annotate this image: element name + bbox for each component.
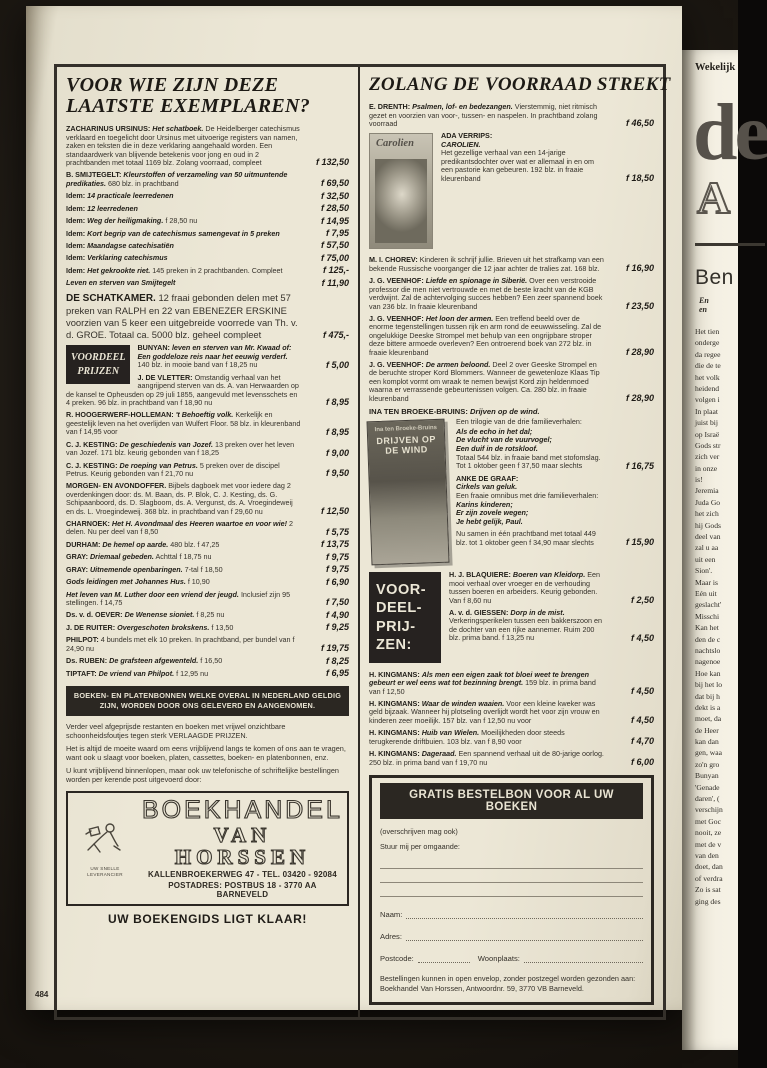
magazine-right-page xyxy=(682,50,767,1050)
entry-price: f 9,00 xyxy=(325,447,349,458)
entry-title: Liefde en spionage in Siberië. xyxy=(425,276,528,286)
ornamental-initial: A xyxy=(697,172,731,223)
catalog-entry xyxy=(66,591,349,608)
entry-title: Overgeschoten brokskens. xyxy=(117,622,210,632)
entry-author: Idem: xyxy=(66,253,86,263)
entry-price: f 16,90 xyxy=(625,263,654,274)
entry-title: Kort begrip van de catechismus samengevat in 5 preken xyxy=(87,228,280,238)
entry-author: H. J. BLAQUIERE: xyxy=(449,570,511,580)
entry-price: f 12,50 xyxy=(320,506,349,517)
voordeel-prijzen-label: VOOR- DEEL- PRIJ- ZEN: xyxy=(369,572,441,663)
entry-price: f 18,50 xyxy=(625,172,654,183)
right-catalog-list-b xyxy=(369,256,654,403)
catalog-entry xyxy=(66,267,349,275)
catalog-entry xyxy=(369,361,654,403)
entry-title: De vriend van Philpot. xyxy=(98,668,175,678)
trilogy-book-titles: Als de echo in het dal; De vlucht van de vuurvogel; Een duif in de rotskloof. xyxy=(456,426,552,453)
entry-price: f 2,50 xyxy=(630,594,654,605)
courier-mascot-illustration xyxy=(80,820,130,860)
entry-title: Verklaring catechismus xyxy=(87,253,168,263)
store-slogan: UW BOEKENGIDS LIGT KLAAR! xyxy=(108,912,307,927)
entry-description: Achttal f 18,75 nu xyxy=(155,552,212,562)
entry-title: Driemaal gebeden. xyxy=(89,552,154,562)
trilogy-section xyxy=(369,407,654,567)
catalog-entry xyxy=(369,750,654,767)
entry-price: f 125,- xyxy=(322,265,349,276)
entry-price: f 4,90 xyxy=(325,609,349,620)
entry-description: Inclusief zijn 95 stellingen. f 14,75 xyxy=(66,589,291,607)
trilogy-heading xyxy=(369,407,654,416)
entry-title: Het schatboek. xyxy=(152,124,204,134)
catalog-entry xyxy=(66,520,349,537)
entry-author: Ds. v. d. OEVER: xyxy=(66,610,123,620)
entry-author: J. DE RUITER: xyxy=(66,622,116,632)
right-column-heading: ZOLANG DE VOORRAAD STREKT xyxy=(369,74,671,95)
entry-author: Idem: xyxy=(66,203,86,213)
entry-description: f 16,50 xyxy=(200,656,223,666)
entry-price: f 9,75 xyxy=(325,551,349,562)
catalog-entry xyxy=(66,667,349,678)
anke-book-titles: Karins kinderen; Er zijn zovele wegen; Je hebt gelijk, Paul. xyxy=(456,500,529,526)
entry-price: f 6,95 xyxy=(325,667,349,678)
entry-title: Als men een eigen zaak tot bloei weet te brengen gebeurt er wel eens wat tot bezinning brengt. xyxy=(369,669,590,688)
entry-author: DE SCHATKAMER. xyxy=(66,292,156,304)
entry-price: f 8,95 xyxy=(325,426,349,437)
left-catalog-list xyxy=(66,125,349,678)
entry-title: De hemel op aarde. xyxy=(102,539,169,549)
voordeel-badge: VOORDEEL PRIJZEN xyxy=(66,345,130,384)
entry-description: f 8,25 nu xyxy=(196,610,225,620)
store-logo-box xyxy=(66,791,349,906)
entry-description: Een spannend verhaal uit de 80-jarige oorlog. 250 blz. in prima band van f 19,70 nu xyxy=(369,749,604,767)
catalog-entry xyxy=(66,279,349,287)
entry-author: BUNYAN: xyxy=(137,343,170,353)
entry-title: 12 leerredenen xyxy=(87,203,138,213)
entry-description: Omstandig verhaal van het aangrijpend sterven van ds. A. van Herwaarden op de kansel te Opheusden op 29 juli 1855, aangevuld met levensschets en 4 preken. 96 blz. in prachtband van f 18,90 nu xyxy=(66,372,299,407)
postcode-label: Postcode: xyxy=(380,953,414,963)
entry-title: Het loon der armen. xyxy=(425,313,494,323)
catalog-entry xyxy=(369,277,654,311)
catalog-entry xyxy=(369,571,654,605)
info-paragraph: Het is altijd de moeite waard om eens vrijblijvend langs te komen of ons aan te vragen, want ook u slaagt voor boeken, platen, cassettes, boeken- en platenbonnen, enz. xyxy=(66,743,346,762)
entry-title: Weg der heiligmaking. xyxy=(87,216,164,226)
entry-description: f 13,50 xyxy=(211,622,234,632)
entry-author: H. KINGMANS: xyxy=(369,728,420,738)
entry-price: f 9,75 xyxy=(325,564,349,575)
entry-description: De Heidelberger catechismus verklaard en toegelicht door Ursinus met uitvoerige registers van namen, zaken en teksten die in deze verklaring aangehaald worden. Een standaardwerk van blijvende betekenis voor jong en oud in 2 prachtbanden met totaal 1169 blz. Zolang voorraad, compleet xyxy=(66,124,300,168)
catalog-entry xyxy=(369,729,654,746)
entry-price: f 5,75 xyxy=(325,526,349,537)
entry-author: J. DE VLETTER: xyxy=(137,372,193,382)
catalog-entry xyxy=(66,553,349,561)
entry-title: 't Behoeftig volk. xyxy=(175,410,234,420)
entry-author: Idem: xyxy=(66,228,86,238)
entry-description: 7-tal f 18,50 xyxy=(184,564,223,574)
order-form xyxy=(369,775,654,1005)
entry-description: Vierstemmig, niet ritmisch gezet en voorzien van voor-, tussen- en naspelen. In prachtband zolang voorraad xyxy=(369,102,598,128)
entry-description: 5 preken over de discipel Petrus. Keurig gebonden van f 21,70 nu xyxy=(66,460,280,478)
entry-title: CAROLIEN. xyxy=(441,139,481,149)
entry-description: Bijbels dagboek met voor iedere dag 2 overdenkingen door: ds. M. Baan, ds. P. Blok, C. J. Kesting, ds. G. Schipaanboord, ds. D. Slagboom, ds. A. Vergunst, ds. A. Vroegindeweij en ds. L. Vroegindeweij. 368 blz. in prachtband van f 29,60 nu xyxy=(66,481,293,516)
catalog-entry xyxy=(369,418,654,471)
entry-title: Het H. Avondmaal des Heeren waartoe en voor wie! xyxy=(111,519,288,529)
entry-author: C. J. KESTING: xyxy=(66,439,118,449)
info-paragraph: U kunt vrijblijvend binnenlopen, maar ook uw telefonische of schriftelijke bestellingen worden per kerende post uitgevoerd door: xyxy=(66,766,339,785)
entry-description: 480 blz. f 47,25 xyxy=(170,539,220,549)
entry-price: f 28,90 xyxy=(625,393,654,404)
entry-price: f 4,50 xyxy=(630,632,654,643)
catalog-entry xyxy=(66,578,349,586)
entry-author: J. G. VEENHOF: xyxy=(369,313,424,323)
store-name-line1: BOEKHANDEL xyxy=(142,796,343,825)
city-label: Woonplaats: xyxy=(477,953,520,963)
catalog-entry xyxy=(66,611,349,619)
entry-price: f 4,70 xyxy=(630,736,654,747)
address-input-line xyxy=(406,931,643,941)
entry-description: Voor een kleine kweker was geld bijzaak. Wanneer hij plotseling overlijdt wordt het voor zijn vrouw en kinderen zeer moeilijk. 157 blz. van f 12,50 nu voor xyxy=(369,699,600,725)
voucher-banner: BOEKEN- EN PLATENBONNEN WELKE OVERAL IN NEDERLAND GELDIG ZIJN, WORDEN DOOR ONS GELEVERD EN AANGENOMEN. xyxy=(66,686,349,716)
catalog-entry xyxy=(66,254,349,262)
store-mascot xyxy=(76,820,134,878)
voordeel-section xyxy=(369,571,654,667)
entry-author: MORGEN- EN AVONDOFFER. xyxy=(66,481,167,491)
entry-price: f 15,90 xyxy=(625,537,654,548)
entry-author: J. G. VEENHOF: xyxy=(369,360,424,370)
entry-author: H. KINGMANS: xyxy=(369,669,420,679)
entry-author: ZACHARINUS URSINUS: xyxy=(66,124,151,134)
entry-title: De Wenense sioniet. xyxy=(124,610,195,620)
entry-description: Een treffend beeld over de enorme tegenstellingen tussen rijk en arm rond de eeuwwisseling. Zal de ongelukkige Deeske Strompel met behulp van een ongrijpbare stroper deze bittere armoede overleven? Een ontroerend boek van 272 blz. in fraaie kleurenband xyxy=(369,313,602,357)
entry-title: Drijven op de wind. xyxy=(470,407,540,417)
catalog-entry xyxy=(66,441,349,458)
drijven-cover-author: Ina ten Broeke-Bruins xyxy=(374,425,438,434)
entry-author: GRAY: xyxy=(66,552,88,562)
order-form-banner: GRATIS BESTELBON VOOR AL UW BOEKEN xyxy=(380,783,643,819)
catalog-entry xyxy=(66,205,349,213)
entry-author: H. KINGMANS: xyxy=(369,749,420,759)
entry-title: De geschiedenis van Jozef. xyxy=(119,439,214,449)
section-divider-rule xyxy=(695,243,765,246)
right-catalog-list-c xyxy=(369,671,654,767)
name-input-line xyxy=(406,909,643,919)
catalog-entry xyxy=(66,566,349,574)
advertisement-frame xyxy=(54,64,671,1020)
catalog-entry xyxy=(66,411,349,436)
entry-author: Idem: xyxy=(66,216,86,226)
entry-price: f 28,50 xyxy=(320,203,349,214)
catalog-entry xyxy=(369,256,654,273)
entry-title: Leven en sterven van Smijtegelt xyxy=(66,278,176,288)
entry-price: f 19,75 xyxy=(320,643,349,654)
order-write-line xyxy=(380,869,643,883)
magazine-left-page xyxy=(26,6,682,1010)
catalog-entry xyxy=(66,217,349,225)
entry-description: 159 blz. in prima band van f 12,50 xyxy=(369,678,596,696)
entry-description: 4 bundels met elk 10 preken. In prachtband, per bundel van f 24,90 nu xyxy=(66,635,295,653)
entry-author: ANKE DE GRAAF: xyxy=(456,473,519,483)
drijven-cover-title: DRIJVEN OP DE WIND xyxy=(376,434,437,457)
entry-title: leven en sterven van Mr. Kwaad of: Een goddeloze reis naar het eeuwig verderf. xyxy=(137,343,292,361)
entry-author: J. G. VEENHOF: xyxy=(369,276,424,286)
catalog-entry xyxy=(66,541,349,549)
order-write-line xyxy=(380,883,643,897)
entry-description: Nu samen in één prachtband met totaal 449 blz. tot 1 oktober geen f 34,90 maar slechts xyxy=(456,529,596,547)
entry-description: Een trilogie van de drie familieverhalen: xyxy=(456,417,582,427)
catalog-entry xyxy=(66,171,349,188)
entry-description: 13 preken over het leven van Jozef. 171 blz. keurig gebonden van f 18,25 xyxy=(66,439,295,458)
entry-description: f 10,90 xyxy=(187,577,210,587)
next-page-section-heading: Ben xyxy=(695,266,734,289)
catalog-entry xyxy=(369,315,654,357)
store-text xyxy=(142,798,343,899)
entry-price: f 4,50 xyxy=(630,715,654,726)
entry-title: Dorp in de mist. xyxy=(510,607,565,617)
entry-author: E. DRENTH: xyxy=(369,102,411,112)
entry-title: Het leven van M. Luther door een vriend der jeugd. xyxy=(66,589,239,599)
entry-price: f 32,50 xyxy=(320,190,349,201)
entry-price: f 13,75 xyxy=(320,539,349,550)
entry-description: Verkeringsperikelen tussen een bakkerszoon en de dochter van een rijke aannemer. Ruim 200 blz. prima band. f 13,25 nu xyxy=(449,616,603,643)
catalog-entry xyxy=(66,462,349,479)
entry-price: f 69,50 xyxy=(320,178,349,189)
left-column-heading: VOOR WIE ZIJN DEZE LAATSTE EXEMPLAREN? xyxy=(66,74,311,118)
entry-description: Kinderen ik schrijf jullie. Brieven uit het strafkamp van een bekende Russische voorganger die 12 jaar achter de tralies zat. 168 blz. xyxy=(369,255,604,273)
address-label: Adres: xyxy=(380,931,402,941)
entry-price: f 57,50 xyxy=(320,240,349,251)
entry-description: 680 blz. in prachtband xyxy=(107,178,179,188)
entry-price: f 46,50 xyxy=(625,118,654,129)
catalog-entry xyxy=(369,609,654,643)
entry-title: Waar de winden waaien. xyxy=(421,699,505,709)
entry-title: De roeping van Petrus. xyxy=(119,460,198,470)
entry-title: Huib van Wielen. xyxy=(421,728,480,738)
entry-price: f 9,25 xyxy=(325,622,349,633)
carolien-cover-title: Carolien xyxy=(376,138,414,150)
entry-description: Het gezellige verhaal van een 14-jarige predikantsdochter over wat er allemaal in en om een pastorie kan gebeuren. 192 blz. in fraaie kleurenband xyxy=(441,148,595,183)
entry-author: ADA VERRIPS: xyxy=(441,131,493,141)
catalog-entry xyxy=(66,242,349,250)
entry-description: 145 preken in 2 prachtbanden. Compleet xyxy=(152,265,283,275)
entry-price: f 16,75 xyxy=(625,460,654,471)
entry-description: 2 delen. Nu per deel van f 8,50 xyxy=(66,519,294,537)
entry-description: Moeilijkheden door steeds terugkerende driftbuien. 103 blz. van f 8,90 voor xyxy=(369,728,565,746)
entry-title: Uitnemende openbaringen. xyxy=(89,564,183,574)
city-input-line xyxy=(524,953,643,963)
store-name-line2: VAN HORSSEN xyxy=(174,823,311,870)
entry-title: Kleurstoffen of verzameling van 50 uitmuntende predikaties. xyxy=(66,170,288,188)
next-page-header-label: Wekelijk xyxy=(695,62,736,73)
entry-price: f 4,50 xyxy=(630,686,654,697)
catalog-entry xyxy=(66,624,349,632)
catalog-entry xyxy=(66,230,349,238)
entry-author: Idem: xyxy=(66,191,86,201)
catalog-entry xyxy=(369,530,654,547)
entry-price: f 132,50 xyxy=(315,157,349,168)
catalog-entry xyxy=(369,103,654,128)
catalog-entry xyxy=(369,475,654,527)
catalog-entry xyxy=(66,482,349,516)
entry-price: f 5,00 xyxy=(325,359,349,370)
carolien-section xyxy=(369,132,654,252)
postcode-input-line xyxy=(418,953,470,963)
left-column xyxy=(57,67,360,1017)
entry-title: Psalmen, lof- en bedezangen. xyxy=(412,102,513,112)
entry-description: f 28,50 nu xyxy=(165,216,198,226)
right-column xyxy=(360,67,671,1017)
entry-title: Boeren van Kleidorp. xyxy=(512,570,586,580)
entry-title: Cirkels van geluk. xyxy=(456,482,518,492)
entry-price: f 75,00 xyxy=(320,252,349,263)
order-write-line xyxy=(380,855,643,869)
store-address-line2: POSTADRES: POSTBUS 18 - 3770 AA BARNEVELD xyxy=(168,881,317,900)
entry-price: f 7,50 xyxy=(325,597,349,608)
entry-author: H. KINGMANS: xyxy=(369,699,420,709)
entry-author: Idem: xyxy=(66,241,86,251)
entry-title: De armen beloond. xyxy=(425,360,491,370)
address-field-row xyxy=(380,931,643,941)
catalog-entry xyxy=(66,636,349,653)
catalog-entry xyxy=(66,125,349,167)
postcode-city-field-row xyxy=(380,953,643,963)
catalog-entry xyxy=(369,671,654,696)
entry-description: Deel 2 over Geeske Strompel en de beruchte stroper Kord Blommers. Wanneer de gewetenloze Klaas Tip een komplot vormt om wraak te nemen bewijst Kord zijn heldenmoed waarna er verrassende gebeurtenissen volgen. Ca. 280 blz. in fraaie kleurenband xyxy=(369,360,600,403)
catalog-entry xyxy=(66,657,349,665)
page-number: 484 xyxy=(35,990,49,999)
entry-author: INA TEN BROEKE-BRUINS: xyxy=(369,407,468,417)
entry-author: DURHAM: xyxy=(66,539,101,549)
entry-author: C. J. KESTING: xyxy=(66,460,118,470)
entry-price: f 6,00 xyxy=(630,756,654,767)
next-page-body-text: Het tien onderge da regee die de te het volk heidend volgen i In plaat juist bij op Israë Gods str zich ver in onze is! Jeremia Juda Go het zich hij Gods deel van zal u aa uit een Sion'. Maar is Eén uit geslacht' Misschi Kan het den de c nachtslo nagenoe Hoe kan bij het lo dat bij h dekt is a moet, da de Heer kan dan gen, waa zo'n gro Bunyan 'Genade daren', ( verschijn met Goc nooit, ze met de v van den doet, dan of verdra Zo is sat ging des xyxy=(695,327,723,906)
catalog-entry xyxy=(369,700,654,725)
store-address-line1: KALLENBROEKERWEG 47 - TEL. 03420 - 92084 xyxy=(148,870,337,880)
entry-title: 14 practicale leerredenen xyxy=(87,191,174,201)
info-paragraph: Verder veel afgeprijsde restanten en boeken met vrijwel onzichtbare schoonheidsfoutjes tegen sterk VERLAAGDE PRIJZEN. xyxy=(66,721,286,740)
entry-title: Gods leidingen met Johannes Hus. xyxy=(66,577,186,587)
entry-description: Een fraaie omnibus met drie familieverhalen: xyxy=(456,490,599,500)
right-catalog-list-a xyxy=(369,103,654,128)
catalog-entry xyxy=(66,292,349,341)
catalog-entry xyxy=(66,192,349,200)
name-label: Naam: xyxy=(380,909,403,919)
entry-title: Het gekrookte riet. xyxy=(87,265,151,275)
entry-description: f 12,95 nu xyxy=(176,668,209,678)
entry-description: Een mooi verhaal over vroeger en de verhouding tussen boeren en arbeiders. Keurig gebonden. Van f 8,60 nu xyxy=(449,570,600,605)
next-page-masthead: de xyxy=(693,89,767,177)
entry-author: M. I. CHOREV: xyxy=(369,255,418,265)
entry-price: f 9,50 xyxy=(325,468,349,479)
entry-price: f 8,95 xyxy=(325,397,349,408)
order-form-note: (overschrijven mag ook) xyxy=(380,826,458,836)
entry-description: Over een verstrooide professor die men niet vertrouwde en met de beste kracht van de KGB verdwijnt. Zal de achtervolging succes hebben? Een zeer spannend boek van 236 blz. In fraaie kleurenband xyxy=(369,276,603,311)
entry-title: De grafsteen afgewenteld. xyxy=(109,656,199,666)
order-form-footer: Bestellingen kunnen in open envelop, zonder postzegel worden gezonden aan: Boekhandel Van Horssen, Antwoordnr. 59, 3770 VB Barneveld. xyxy=(380,973,636,993)
mascot-caption: UW SNELLE LEVERANCIER xyxy=(87,865,123,877)
name-field-row xyxy=(380,909,643,919)
entry-title: Dageraad. xyxy=(421,749,457,759)
entry-description: 12 fraai gebonden delen met 57 preken van RALPH en 22 van EBENEZER ERSKINE voorzien van 5 keer een uitgebreide voorrede van Th. v. d. GROE. Totaal ca. 5000 blz. geheel compleet xyxy=(66,291,298,340)
entry-price: f 475,- xyxy=(322,330,349,341)
entry-description: 140 blz. in mooie band van f 18,25 nu xyxy=(137,360,258,370)
entry-author: B. SMIJTEGELT: xyxy=(66,170,122,180)
entry-price: f 8,25 xyxy=(325,655,349,666)
entry-description: Totaal 544 blz. in fraaie band met stofomslag. Tot 1 oktober geen f 37,50 maar slechts xyxy=(456,452,601,471)
entry-price: f 28,90 xyxy=(625,347,654,358)
entry-author: A. v. d. GIESSEN: xyxy=(449,607,509,617)
order-form-instruction: Stuur mij per omgaande: xyxy=(380,841,460,851)
entry-author: PHILPOT: xyxy=(66,635,99,645)
entry-description: Kerkelijk en geestelijk leven na het overlijden van Wulfert Floor. 58 blz. in kleurenband van f 14,95 voor xyxy=(66,410,301,437)
entry-author: TIPTAFT: xyxy=(66,668,97,678)
entry-price: f 6,90 xyxy=(325,576,349,587)
entry-title: Maandagse catechisatiën xyxy=(87,241,174,251)
entry-price: f 14,95 xyxy=(320,215,349,226)
entry-author: R. HOOGERWERF-HOLLEMAN: xyxy=(66,410,174,420)
entry-author: CHARNOEK: xyxy=(66,519,110,529)
next-page-subheading: En en xyxy=(699,296,709,314)
catalog-entry xyxy=(66,374,349,408)
entry-price: f 23,50 xyxy=(625,300,654,311)
entry-author: Idem: xyxy=(66,265,86,275)
entry-author: Ds. RUBEN: xyxy=(66,656,108,666)
catalog-entry xyxy=(369,132,654,183)
entry-price: f 11,90 xyxy=(321,277,349,288)
entry-price: f 7,95 xyxy=(325,228,349,239)
entry-author: GRAY: xyxy=(66,564,88,574)
